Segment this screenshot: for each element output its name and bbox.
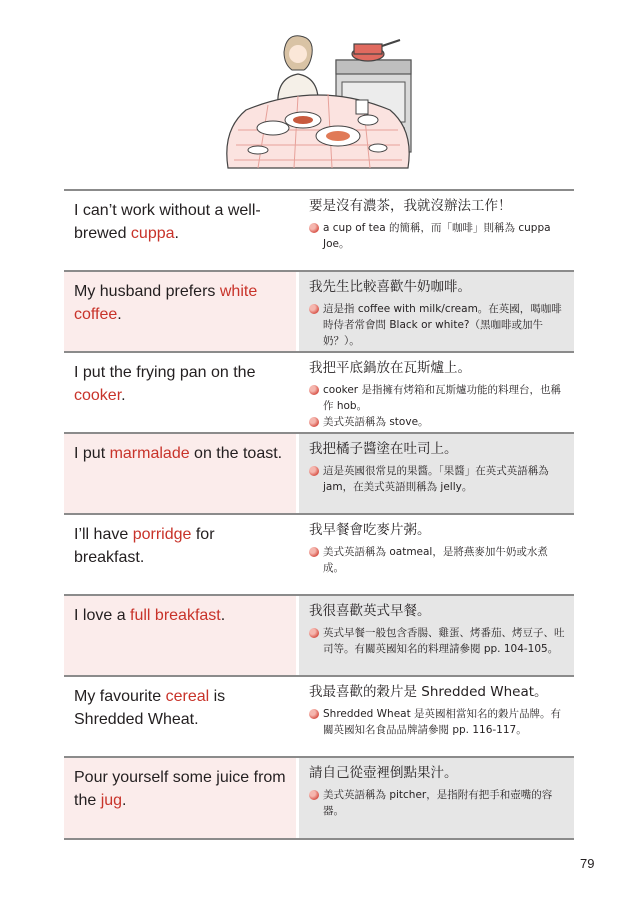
bullet-icon [309,385,319,395]
chinese-translation [299,677,574,756]
english-sentence: My favourite cereal is Shredded Wheat. [64,677,296,756]
translation-text: 我很喜歡英式早餐。 [309,603,431,619]
english-sentence: My husband prefers white coffee. [64,272,296,351]
chinese-translation [299,191,574,270]
bullet-icon [309,790,319,800]
table-row [64,677,574,758]
highlighted-term: cuppa [130,225,175,242]
english-sentence: I put the frying pan on the cooker. [64,353,296,432]
page-number: 79 [580,856,595,871]
highlighted-term: white coffee [74,283,258,323]
table-row [64,596,574,677]
note: Shredded Wheat 是英國相當知名的穀片品牌。有關英國知名食品品牌請參閱 pp. 116-117。 [309,706,566,738]
bullet-icon [309,223,319,233]
chinese-translation [299,515,574,594]
english-sentence: I’ll have porridge for breakfast. [64,515,296,594]
translation-text: 我早餐會吃麥片粥。 [309,522,431,538]
highlighted-term: cooker [74,387,122,404]
translation-text: 我把橘子醬塗在吐司上。 [309,441,458,457]
english-sentence: I put marmalade on the toast. [64,434,296,513]
chinese-translation [299,272,574,351]
chinese-translation [299,353,574,432]
chinese-translation [299,434,574,513]
table-row [64,353,574,434]
bullet-icon [309,628,319,638]
translation-text: 我最喜歡的穀片是 Shredded Wheat。 [309,684,548,700]
highlighted-term: cereal [165,688,210,705]
note: 美式英語稱為 oatmeal，是將燕麥加牛奶或水煮成。 [309,544,566,576]
highlighted-term: full breakfast [130,607,221,624]
note: 這是指 coffee with milk/cream。在英國，喝咖啡時侍者常會問 Black or white?（黑咖啡或加牛奶？）。 [309,301,566,349]
english-sentence: I can’t work without a well-brewed cuppa. [64,191,296,270]
translation-text: 我把平底鍋放在瓦斯爐上。 [309,360,471,376]
note: 這是英國很常見的果醬。「果醬」在英式英語稱為 jam，在美式英語則稱為 jelly。 [309,463,566,495]
highlighted-term: porridge [132,526,192,543]
note: 美式英語稱為 pitcher，是指附有把手和壺嘴的容器。 [309,787,566,819]
bullet-icon [309,709,319,719]
translation-text: 我先生比較喜歡牛奶咖啡。 [309,279,471,295]
note: a cup of tea 的簡稱，而「咖啡」則稱為 cuppa Joe。 [309,220,566,252]
breakfast-illustration [218,30,418,170]
chinese-translation [299,758,574,838]
bullet-icon [309,417,319,427]
table-row [64,434,574,515]
note: cooker 是指擁有烤箱和瓦斯爐功能的料理台，也稱作 hob。 [309,382,566,414]
table-row [64,758,574,840]
table-row [64,272,574,353]
translation-text: 請自己從壺裡倒點果汁。 [309,765,458,781]
table-row [64,191,574,272]
bullet-icon [309,466,319,476]
highlighted-term: marmalade [109,445,190,462]
english-sentence: Pour yourself some juice from the jug. [64,758,296,838]
translation-text: 要是沒有濃茶，我就沒辦法工作！ [309,198,512,214]
bullet-icon [309,304,319,314]
chinese-translation [299,596,574,675]
highlighted-term: jug [100,792,123,809]
table-row [64,515,574,596]
note: 英式早餐一般包含香腸、雞蛋、烤番茄、烤豆子、吐司等。有關英國知名的料理請參閱 pp. 104-105。 [309,625,566,657]
english-sentence: I love a full breakfast. [64,596,296,675]
bullet-icon [309,547,319,557]
note: 美式英語稱為 stove。 [309,414,566,430]
vocabulary-table [64,189,574,840]
